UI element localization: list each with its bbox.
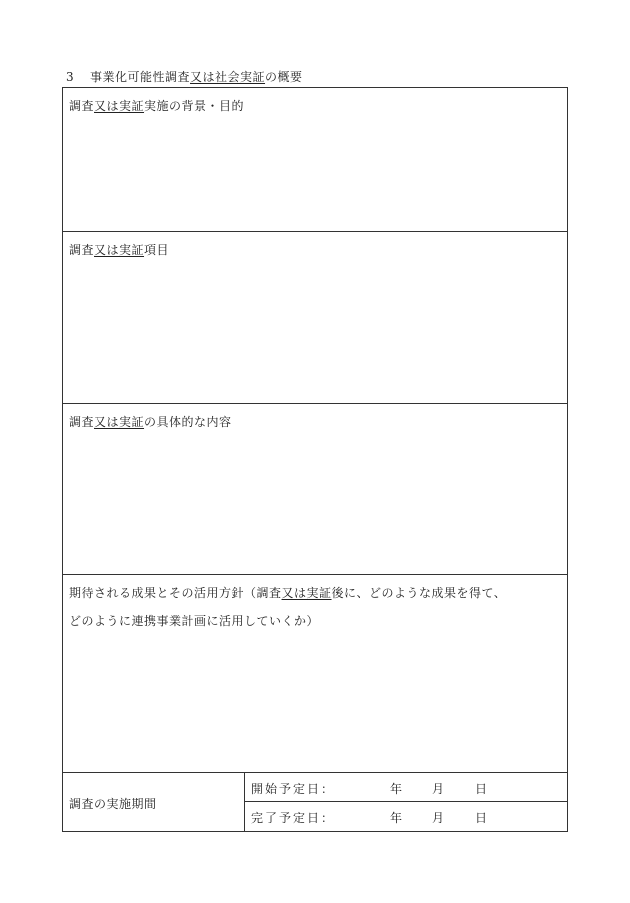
label-pre: 調査 bbox=[69, 243, 95, 257]
heading-text-pre: 事業化可能性調査 bbox=[90, 70, 191, 84]
end-year-unit: 年 bbox=[390, 811, 403, 825]
start-date-label: 開始予定日： bbox=[251, 782, 336, 796]
label-pre: 調査 bbox=[69, 99, 95, 113]
label-underlined: 又は実証 bbox=[94, 243, 145, 257]
items-label bbox=[69, 241, 169, 258]
start-date-row[interactable] bbox=[245, 773, 567, 802]
heading-text-underlined: 又は社会実証 bbox=[190, 70, 266, 84]
end-month-unit: 月 bbox=[432, 811, 445, 825]
details-field[interactable] bbox=[63, 404, 567, 575]
background-purpose-field[interactable] bbox=[63, 88, 567, 232]
label-post: の具体的な内容 bbox=[144, 415, 232, 429]
heading-text-post: の概要 bbox=[265, 70, 303, 84]
background-purpose-label bbox=[69, 97, 244, 114]
start-day-unit: 日 bbox=[475, 782, 488, 796]
label-pre: 調査 bbox=[69, 415, 95, 429]
overview-form bbox=[62, 87, 568, 832]
details-label bbox=[69, 413, 232, 430]
outcomes-label-line2: どのように連携事業計画に活用していくか） bbox=[69, 614, 320, 628]
period-label-cell bbox=[63, 773, 245, 831]
items-field[interactable] bbox=[63, 232, 567, 404]
period-label: 調査の実施期間 bbox=[69, 797, 157, 811]
label-pre: 期待される成果とその活用方針（調査 bbox=[69, 586, 282, 600]
section-number: 3 bbox=[66, 70, 75, 84]
label-post: 後に、どのような成果を得て、 bbox=[331, 586, 507, 600]
label-underlined: 又は実証 bbox=[94, 99, 145, 113]
label-post: 項目 bbox=[144, 243, 170, 257]
start-year-unit: 年 bbox=[390, 782, 403, 796]
section-heading bbox=[66, 68, 303, 85]
outcomes-label-line1 bbox=[69, 584, 506, 601]
label-underlined: 又は実証 bbox=[281, 586, 332, 600]
end-date-label: 完了予定日： bbox=[251, 811, 336, 825]
outcomes-field[interactable] bbox=[63, 575, 567, 773]
label-post: 実施の背景・目的 bbox=[144, 99, 245, 113]
implementation-period bbox=[63, 773, 567, 831]
end-date-row[interactable] bbox=[245, 802, 567, 831]
start-month-unit: 月 bbox=[432, 782, 445, 796]
label-underlined: 又は実証 bbox=[94, 415, 145, 429]
end-day-unit: 日 bbox=[475, 811, 488, 825]
